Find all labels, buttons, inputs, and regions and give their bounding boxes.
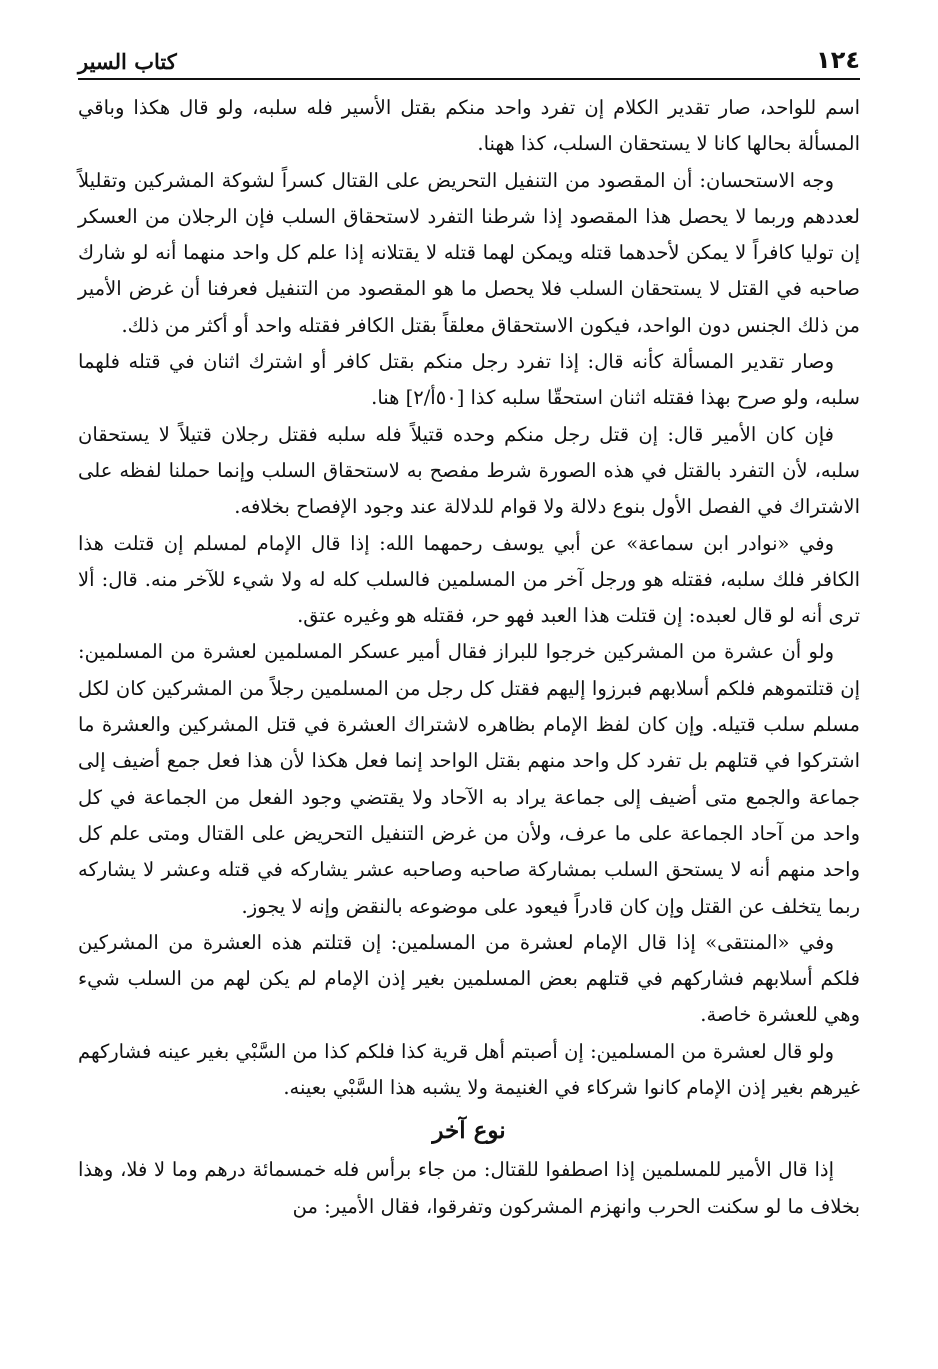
section-heading: نوع آخر (432, 1117, 506, 1145)
body-text (78, 90, 860, 1225)
paragraph-5: وفي «نوادر ابن سماعة» عن أبي يوسف رحمهما الله: إذا قال الإمام لمسلم إن قتلت هذا الكافر فلك سلبه، فقتله هو ورجل آخر من المسلمين فالسلب كله له ولا شيء للآخر منه. قال: ألا ترى أنه لو قال لعبده: إن قتلت هذا العبد فهو حر، فقتله هو وغيره عتق. (78, 531, 860, 628)
paragraph-3: وصار تقدير المسألة كأنه قال: إذا تفرد رجل منكم بقتل كافر أو اشترك اثنان في قتله فلهما سلبه، ولو صرح بهذا فقتله اثنان استحقّا سلبه كذا [٥٠أ/٢] هنا. (78, 350, 860, 410)
paragraph-final: إذا قال الأمير للمسلمين إذا اصطفوا للقتال: من جاء برأس فله خمسمائة درهم وما لا فلا، وهذا بخلاف ما لو سكنت الحرب وانهزم المشركون وتفرقوا، فقال الأمير: من (78, 1158, 860, 1218)
paragraph-7: وفي «المنتقى» إذا قال الإمام لعشرة من المسلمين: إن قتلتم هذه العشرة من المشركين فلكم أسلابهم فشاركهم في قتلهم بعض المسلمين بغير إذن الإمام لم يكن لهم من السلب شيء وهي للعشرة خاصة. (78, 930, 860, 1027)
book-title: كتاب السير (78, 49, 177, 74)
page-header (78, 40, 860, 80)
paragraph-4: فإن كان الأمير قال: إن قتل رجل منكم وحده قتيلاً فله سلبه فقتل رجلان قتيلاً لا يستحقان سلبه، لأن التفرد بالقتل في هذه الصورة شرط مفصح به لاستحقاق السلب وإنما حملنا لفظه على الاشتراك في الفصل الأول بنوع دلالة ولا قوام للدلالة عند وجود الإفصاح بخلافه. (78, 422, 860, 519)
paragraph-1: اسم للواحد، صار تقدير الكلام إن تفرد واحد منكم بقتل الأسير فله سلبه، ولو قال هكذا وباقي المسألة بحالها كانا لا يستحقان السلب، كذا ههنا. (78, 96, 860, 156)
paragraph-8: ولو قال لعشرة من المسلمين: إن أصبتم أهل قرية كذا فلكم كذا من السَّبْي بغير عينه فشاركهم غيرهم بغير إذن الإمام كانوا شركاء في الغنيمة ولا يشبه هذا السَّبْي بعينه. (78, 1039, 860, 1100)
paragraph-6: ولو أن عشرة من المشركين خرجوا للبراز فقال أمير عسكر المسلمين لعشرة من المسلمين: إن قتلتموهم فلكم أسلابهم فبرزوا إليهم فقتل كل رجل من المسلمين رجلاً من المشركين كان لكل مسلم سلب قتيله. وإن كان لفظ الإمام بظاهره لاشتراك العشرة في قتل المشركين والعشرة ما اشتركوا في قتلهم بل تفرد كل واحد منهم بقتل الواحد إنما فعل هكذا لأن هذا فعل جمع أضيف إلى جماعة والجمع متى أضيف إلى جماعة يراد به الآحاد ولا يقتضي وجود الفعل من الجماعة في كل واحد من آحاد الجماعة على ما عرف، ولأن من غرض التنفيل التحريض على القتال ومتى علم كل واحد منهم أنه لا يستحق السلب بمشاركة صاحبه وصاحبه عشر يشاركه في قتله وعشر لا يشاركه ربما يتخلف عن القتل وإن كان قادراً فيعود على موضوعه بالنقض وإنه لا يجوز. (78, 640, 860, 918)
paragraph-2: وجه الاستحسان: أن المقصود من التنفيل التحريض على القتال كسراً لشوكة المشركين وتقليلاً لعددهم وربما لا يحصل هذا المقصود إذا شرطنا التفرد لاستحقاق السلب فإن الرجلان من العسكر إن توليا كافراً لا يمكن لأحدهما قتله ويمكن لهما قتله لا يقتلانه إذا علم كل واحد منهما أنه لو شارك صاحبه في القتل لا يستحقان السلب فلا يحصل ما هو المقصود من التنفيل فعرفنا أن غرض الأمير من ذلك الجنس دون الواحد، فيكون الاستحقاق معلقاً بقتل الكافر فقتله واحد أو أكثر من ذلك. (78, 168, 860, 337)
page-number: ١٢٤ (816, 46, 860, 74)
